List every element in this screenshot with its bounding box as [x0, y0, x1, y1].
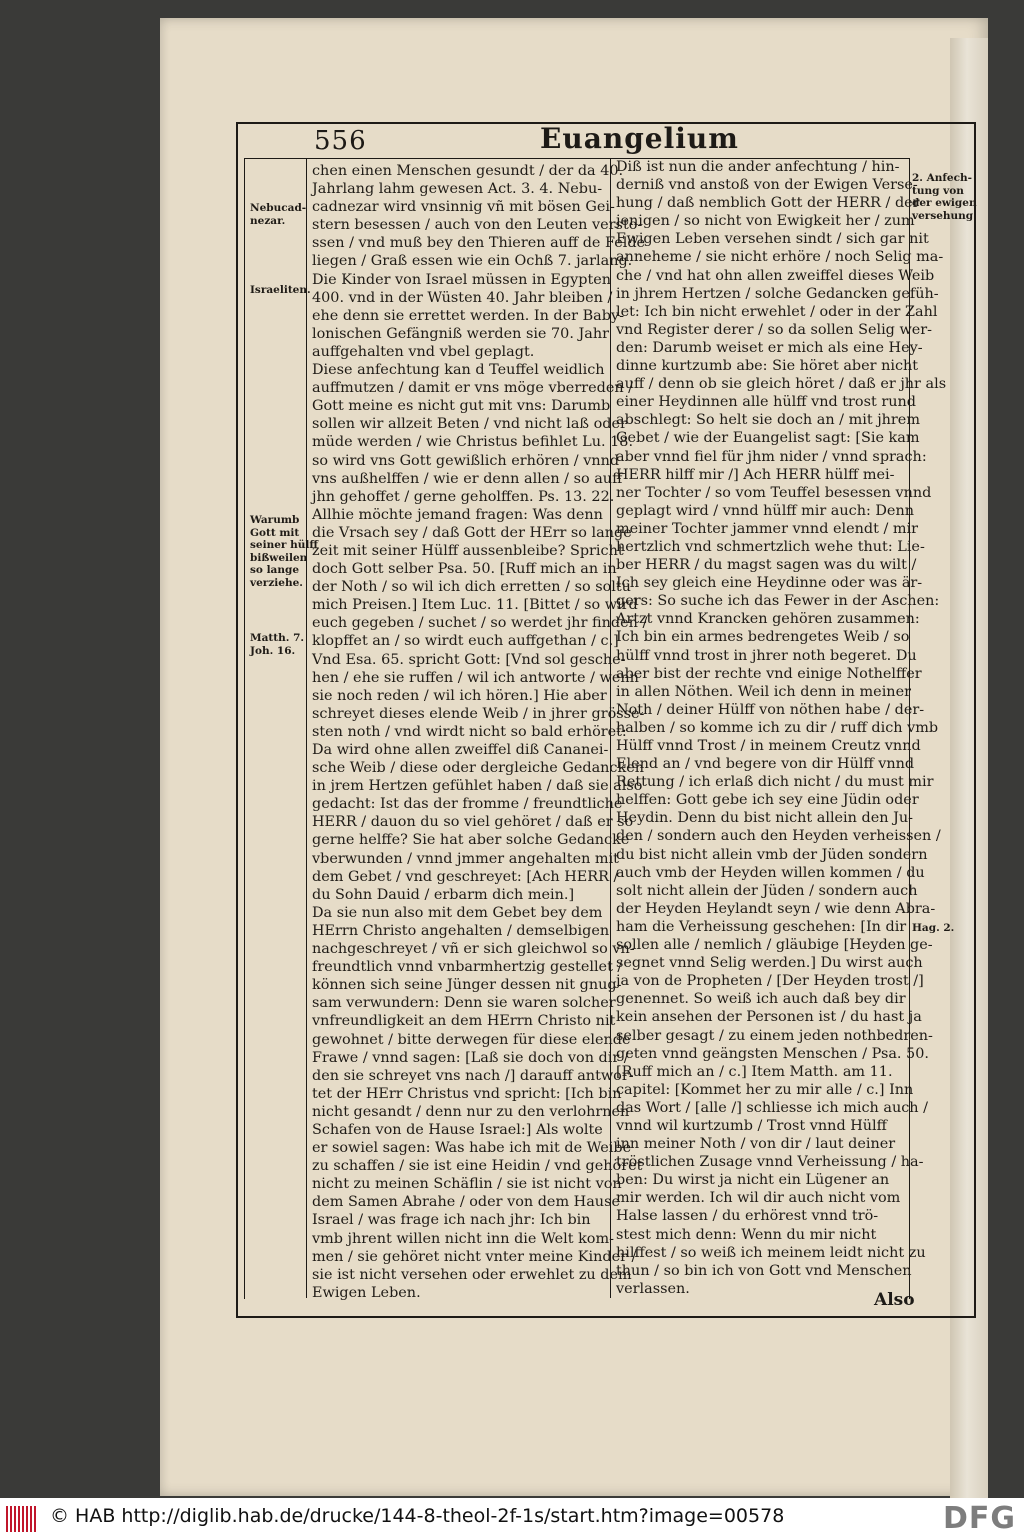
margin-note-warumb: Warumb Gott mit seiner hülff bißweilen so lange verziehe. — [250, 514, 318, 589]
text-line: Vnd Esa. 65. spricht Gott: [Vnd sol gesche- — [312, 651, 626, 668]
text-line: segnet vnnd Selig werden.] Du wirst auch — [616, 955, 923, 972]
text-line: ssen / vnd muß bey den Thieren auff de Felde — [312, 235, 646, 252]
text-line: sam verwundern: Denn sie waren solcher — [312, 995, 616, 1012]
text-line: solt nicht allein der Jüden / sondern auch — [616, 882, 918, 899]
text-line: 400. vnd in der Wüsten 40. Jahr bleiben / — [312, 289, 613, 306]
text-line: HErrn Christo angehalten / demselbigen — [312, 922, 610, 939]
text-line: anneheme / sie nicht erhöre / noch Selig ma- — [616, 249, 944, 266]
text-line: Elend an / vnd begere von dir Hülff vnnd — [616, 756, 915, 773]
text-line: ber HERR / du magst sagen was du wilt / — [616, 557, 917, 574]
text-line: geten vnnd geängsten Menschen / Psa. 50. — [616, 1045, 929, 1062]
text-line: den sie schreyet vns nach /] darauff antwor- — [312, 1067, 634, 1084]
footer-bar — [0, 1498, 1024, 1538]
text-line: der Heyden Heylandt seyn / wie denn Abra- — [616, 900, 936, 917]
text-line: gewohnet / bitte derwegen für diese elende — [312, 1031, 631, 1048]
text-line: zeit mit seiner Hülff aussenbleibe? Spricht — [312, 542, 624, 559]
text-line: geplagt wird / vnnd hülff mir auch: Denn — [616, 502, 914, 519]
text-line: lonischen Gefängniß werden sie 70. Jahr — [312, 325, 609, 342]
text-line: ehe denn sie errettet werden. In der Baby- — [312, 307, 624, 324]
text-line: Artzt vnnd Krancken gehören zusammen: — [616, 611, 920, 628]
text-line: vmb jhrent willen nicht inn die Welt kom- — [312, 1230, 614, 1247]
text-line: nicht zu meinen Schäflin / sie ist nicht von — [312, 1176, 622, 1193]
text-line: halben / so komme ich zu dir / ruff dich vmb — [616, 719, 939, 736]
catchword: Also — [874, 1290, 915, 1310]
text-line: verlassen. — [616, 1280, 690, 1297]
text-line: men / sie gehöret nicht vnter meine Kinder / — [312, 1248, 637, 1265]
margin-note-anfechtung: 2. Anfech- tung von der ewigen versehung. — [912, 172, 977, 222]
text-line: dinne kurtzumb abe: Sie höret aber nicht — [616, 358, 919, 375]
text-line: vns außhelffen / wie er denn allen / so auff — [312, 470, 623, 487]
text-line: chen einen Menschen gesundt / der da 40. — [312, 163, 624, 179]
text-line: Allhie möchte jemand fragen: Was denn — [312, 506, 603, 523]
text-line: auffmutzen / damit er vns möge vberreden / — [312, 380, 634, 397]
text-line: jhn gehoffet / gerne geholffen. Ps. 13. 22. — [312, 488, 615, 505]
text-line: jenigen / so nicht von Ewigkeit her / zum — [616, 213, 915, 230]
text-line: Die Kinder von Israel müssen in Egypten — [312, 271, 612, 288]
text-line: Israel / was frage ich nach jhr: Ich bin — [312, 1212, 591, 1229]
text-line: ben: Du wirst ja nicht ein Lügener an — [616, 1172, 890, 1189]
text-line: Hülff vnnd Trost / in meinem Creutz vnnd — [616, 738, 921, 754]
text-line: gedacht: Ist das der fromme / freundtliche — [312, 796, 623, 813]
text-line: hilffest / so weiß ich meinem leidt nicht zu — [616, 1244, 926, 1261]
text-line: che / vnd hat ohn allen zweiffel dieses Weib — [616, 267, 935, 284]
text-line: Jahrlang lahm gewesen Act. 3. 4. Nebu- — [312, 181, 603, 198]
text-line: vnnd wil kurtzumb / Trost vnnd Hülff — [616, 1117, 887, 1134]
text-line: dem Gebet / vnd geschreyet: [Ach HERR / — [312, 868, 619, 885]
text-line: einer Heydinnen alle hülff vnd trost rund — [616, 394, 916, 411]
text-line: die Vrsach sey / daß Gott der HErr so lange — [312, 524, 632, 541]
text-line: abschlegt: So helt sie doch an / mit jhrem — [616, 412, 920, 429]
text-line: liegen / Graß essen wie ein Ochß 7. jarlang. — [312, 253, 633, 270]
text-line: sten noth / vnd wirdt nicht so bald erhöret: — [312, 723, 627, 740]
text-line: müde werden / wie Christus befihlet Lu. 18. — [312, 434, 634, 451]
text-line: du Sohn Dauid / erbarm dich mein.] — [312, 886, 575, 903]
text-line: Da sie nun also mit dem Gebet bey dem — [312, 904, 603, 921]
margin-note-israeliten: Israeliten. — [250, 284, 311, 296]
text-line: freundtlich vnnd vnbarmhertzig gestellet / — [312, 959, 623, 976]
text-line: der Noth / so wil ich dich erretten / so soltu — [312, 579, 631, 596]
text-line: in allen Nöthen. Weil ich denn in meiner — [616, 683, 911, 700]
text-line: let: Ich bin nicht erwehlet / oder in der Zahl — [616, 303, 938, 320]
text-line: aber vnnd fiel für jhm nider / vnnd sprach: — [616, 448, 927, 465]
text-column-left — [312, 162, 648, 1302]
text-line: hung / daß nemblich Gott der HERR / der — [616, 195, 920, 212]
text-line: euch gegeben / suchet / so werdet jhr finden / — [312, 615, 648, 632]
text-line: Gebet / wie der Euangelist sagt: [Sie kam — [616, 430, 920, 447]
text-line: helffen: Gott gebe ich sey eine Jüdin oder — [616, 792, 919, 809]
text-line: Ewigen Leben versehen sindt / sich gar nit — [616, 231, 929, 248]
text-line: hülff vnnd trost in jhrer noth begeret. Du — [616, 647, 917, 664]
text-line: das Wort / [alle /] schliesse ich mich auch / — [616, 1099, 928, 1116]
text-line: Gott meine es nicht gut mit vns: Darumb — [312, 398, 611, 415]
text-line: thun / so bin ich von Gott vnd Menschen — [616, 1262, 912, 1279]
text-line: auffgehalten vnd vbel geplagt. — [312, 343, 535, 360]
text-line: stest mich denn: Wenn du mir nicht — [616, 1226, 877, 1243]
text-line: Diß ist nun die ander anfechtung / hin- — [616, 159, 900, 175]
hab-logo-icon — [6, 1506, 38, 1532]
text-line: Ewigen Leben. — [312, 1284, 421, 1301]
dfg-logo: DFG — [942, 1501, 1016, 1536]
text-line: inn meiner Noth / von dir / laut deiner — [616, 1136, 896, 1153]
text-line: er sowiel sagen: Was habe ich mit de Weibe — [312, 1140, 632, 1157]
text-line: sie ist nicht versehen oder erwehlet zu dem — [312, 1266, 632, 1283]
text-line: ner Tochter / so vom Teuffel besessen vnnd — [616, 484, 932, 501]
text-line: Halse lassen / du erhörest vnnd trö- — [616, 1208, 879, 1225]
text-line: derniß vnd anstoß von der Ewigen Verse- — [616, 177, 918, 194]
margin-rule — [306, 158, 307, 1298]
text-line: nachgeschreyet / vñ er sich gleichwol so vn- — [312, 941, 635, 958]
text-line: Da wird ohne allen zweiffel diß Cananei- — [312, 742, 609, 758]
text-line: genennet. So weiß ich auch daß bey dir — [616, 991, 906, 1008]
text-line: hertzlich vnd schmertzlich wehe thut: Lie- — [616, 538, 925, 555]
text-line: selber gesagt / zu einem jeden nothbedren- — [616, 1027, 933, 1044]
text-line: Diese anfechtung kan d Teuffel weidlich — [312, 362, 605, 379]
text-line: sche Weib / diese oder dergleiche Gedancken — [312, 760, 644, 777]
page-number: 556 — [314, 126, 367, 156]
text-line: vnfreundligkeit an dem HErrn Christo nit — [312, 1013, 616, 1030]
text-line: mir werden. Ich wil dir auch nicht vom — [616, 1190, 901, 1207]
text-line: nicht gesandt / denn nur zu den verlohrnen — [312, 1103, 630, 1120]
text-line: sie noch reden / wil ich hören.] Hie aber — [312, 687, 607, 704]
text-line: Noth / deiner Hülff von nöthen habe / der- — [616, 701, 925, 718]
text-line: Ich bin ein armes bedrengetes Weib / so — [616, 629, 910, 646]
text-line: meiner Tochter jammer vnnd elendt / mir — [616, 520, 919, 537]
text-line: zu schaffen / sie ist eine Heidin / vnd gehöret — [312, 1158, 643, 1175]
text-line: mich Preisen.] Item Luc. 11. [Bittet / so wird — [312, 597, 638, 614]
text-line: in jhrem Hertzen / solche Gedancken gefüh- — [616, 285, 939, 302]
text-line: sollen wir allzeit Beten / vnd nicht laß oder — [312, 416, 627, 433]
text-line: dem Samen Abrahe / oder von dem Hause — [312, 1194, 620, 1211]
text-line: ja von de Propheten / [Der Heyden trost /] — [616, 973, 924, 990]
text-line: tröstlichen Zusage vnnd Verheissung / ha- — [616, 1154, 924, 1171]
text-line: den: Darumb weiset er mich als eine Hey- — [616, 339, 923, 356]
margin-note-matth: Matth. 7. Joh. 16. — [250, 632, 305, 657]
copyright-link[interactable]: © HAB http://diglib.hab.de/drucke/144-8-theol-2f-1s/start.htm?image=00578 — [50, 1505, 785, 1527]
text-line: in jrem Hertzen gefühlet haben / daß sie also — [312, 778, 643, 795]
running-head: Euangelium — [540, 122, 739, 155]
text-line: können sich seine Jünger dessen nit gnug- — [312, 977, 622, 994]
margin-note-hag: Hag. 2. — [912, 922, 955, 934]
text-line: gerne helffe? Sie hat aber solche Gedancke — [312, 832, 630, 849]
text-line: so wird vns Gott gewißlich erhören / vnnd — [312, 452, 620, 469]
text-line: Schafen von de Hause Israel:] Als wolte — [312, 1121, 603, 1138]
text-line: [Ruff mich an / c.] Item Matth. am 11. — [616, 1063, 893, 1080]
text-line: ham die Verheissung geschehen: [In dir — [616, 918, 907, 935]
text-line: auch vmb der Heyden willen kommen / du — [616, 864, 925, 881]
text-line: HERR / dauon du so viel gehöret / daß er so — [312, 814, 634, 831]
text-line: vnd Register derer / so da sollen Selig wer- — [616, 321, 933, 338]
text-line: HERR hilff mir /] Ach HERR hülff mei- — [616, 466, 895, 483]
text-line: Heydin. Denn du bist nicht allein den Ju- — [616, 810, 913, 827]
text-line: tet der HErr Christus vnd spricht: [Ich bin — [312, 1085, 622, 1102]
text-line: Rettung / ich erlaß dich nicht / du must mir — [616, 774, 934, 791]
text-line: klopffet an / so wirdt euch auffgethan / c.] — [312, 633, 619, 650]
text-line: vberwunden / vnnd jmmer angehalten mit — [312, 850, 619, 867]
text-line: auff / denn ob sie gleich höret / daß er jhr als — [616, 376, 947, 393]
text-line: kein ansehen der Personen ist / du hast ja — [616, 1009, 922, 1026]
text-line: aber bist der rechte vnd einige Nothelffer — [616, 665, 922, 682]
text-line: Ich sey gleich eine Heydinne oder was är- — [616, 575, 923, 592]
text-line: hen / ehe sie ruffen / wil ich antworte / wenn — [312, 669, 639, 686]
text-line: doch Gott selber Psa. 50. [Ruff mich an in — [312, 561, 617, 578]
text-line: den / sondern auch den Heyden verheissen / — [616, 828, 941, 845]
text-line: sollen alle / nemlich / gläubige [Heyden ge- — [616, 937, 933, 954]
text-line: gers: So suche ich das Fewer in der Aschen: — [616, 593, 940, 610]
text-line: stern besessen / auch von den Leuten versto- — [312, 217, 643, 234]
text-line: du bist nicht allein vmb der Jüden sondern — [616, 846, 928, 863]
margin-note-nebucadnezar: Nebucad- nezar. — [250, 202, 307, 227]
text-line: cadnezar wird vnsinnig vñ mit bösen Gei- — [312, 199, 615, 216]
text-line: capitel: [Kommet her zu mir alle / c.] Inn — [616, 1081, 914, 1098]
text-line: schreyet dieses elende Weib / in jhrer grösse- — [312, 705, 645, 722]
text-line: Frawe / vnnd sagen: [Laß sie doch von dir / — [312, 1049, 629, 1066]
